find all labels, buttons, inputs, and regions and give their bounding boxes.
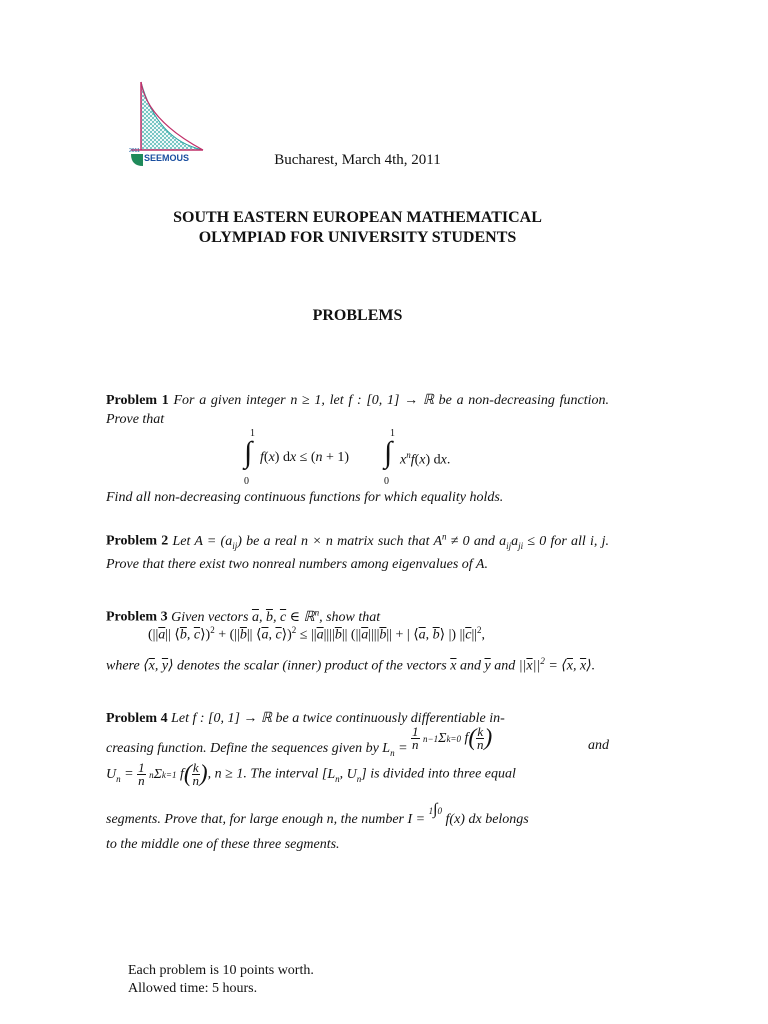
- date-line: Bucharest, March 4th, 2011: [274, 152, 441, 168]
- problem-3: Problem 3 Given vectors $\overline{a}$, $\overline{b}$, $\overline{c}$ ∈ ℝ$^n$, show that: [106, 607, 381, 625]
- logo-text: SEEMOUS: [144, 153, 190, 163]
- footer-time: Allowed time: 5 hours.: [128, 981, 258, 996]
- footer: [128, 962, 314, 998]
- problem-4: Problem 4 Let f : [0, 1] → ℝ be a twice continuously differentiable in-: [106, 711, 505, 726]
- footer-points: Each problem is 10 points worth.: [128, 963, 314, 978]
- problem-1-question: Find all non-decreasing continuous functions for which equality holds.: [106, 490, 504, 505]
- logo-year: 2011: [129, 148, 140, 154]
- problem-3-label: Problem 3: [106, 609, 168, 625]
- problem-2-label: Problem 2: [106, 533, 169, 549]
- problem-4-label: Problem 4: [106, 711, 168, 726]
- problem-1-inequality: 1 ∫ 0 f(x) dx ≤ (n + 1) 1 ∫ 0 $x^nf(x)$ dx.: [244, 428, 451, 487]
- problem-3-note: where $⟨\overline{x}$, $\overline{y}⟩$ denotes the scalar (inner) product of the vectors $\overline{x}$ and $\overline{y}$ and $||\overline{x}||^2$ = $⟨\overline{x}$, $\overline{x}⟩$.: [106, 656, 596, 674]
- problem-4-line-3: $U_n$ = $\frac{1}{n}$ nΣk=1 f( $\frac{k}{n}$ ), n ≥ 1. The interval [$L_n$, $U_n$] is divided into three equal: [106, 760, 516, 788]
- problem-1-label: Problem 1: [106, 393, 169, 408]
- page-title: [0, 208, 715, 248]
- section-heading: PROBLEMS: [312, 307, 403, 324]
- problem-4-line-2: creasing function. Define the sequences given by $L_n$ = $\frac{1}{n}$ n−1Σk=0 f( $\frac{k}{n}$ ) and: [106, 724, 609, 758]
- problem-3-inequality: ($||\overline{a}||$ $⟨\overline{b}$, $\overline{c}⟩)^2 + (||\overline{b}||$ $⟨\overline{a}$, $\overline{c}⟩)^2 \le ||\overline{a}||||\overline{b}||$ ($||\overline{a}||||\overline{b}||$ + | $⟨\overline{a}$, $\overline{b}⟩$ |) $||\overline{c}||^2$,: [148, 625, 486, 643]
- title-line-1: SOUTH EASTERN EUROPEAN MATHEMATICAL: [173, 209, 542, 226]
- problem-4-line-4: segments. Prove that, for large enough n, the number I = 1∫0 f(x) dx belongs: [106, 800, 529, 827]
- problem-4-line-5: to the middle one of these three segments.: [106, 837, 340, 852]
- title-line-2: OLYMPIAD FOR UNIVERSITY STUDENTS: [198, 229, 517, 246]
- problem-1: Problem 1 For a given integer n ≥ 1, let f : [0, 1] → ℝ be a non-decreasing function. Prove that: [106, 393, 609, 427]
- problem-2: Problem 2 Let $A = (a_{ij})$ be a real n × n matrix such that $A^n \ne 0$ and $a_{ij}a_{ji} \le 0$ for all i, j. Prove that there exist two nonreal numbers among eigenvalues of A.: [106, 531, 609, 573]
